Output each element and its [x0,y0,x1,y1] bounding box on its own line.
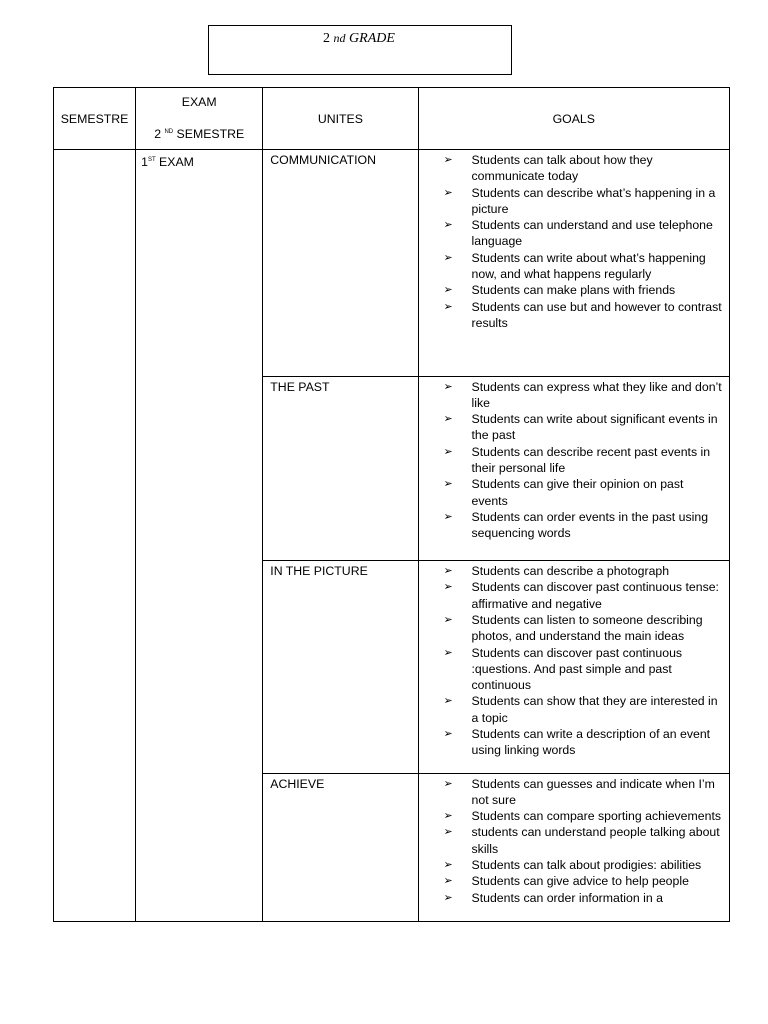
goal-item [444,857,723,873]
goal-text: Students can express what they like and don’t like [471,379,722,410]
header-exam-line2 [136,117,262,149]
arrow-bullet-icon: ➢ [443,891,453,904]
goal-item [444,612,723,645]
table-header-row [54,88,730,150]
goal-text: Students can compare sporting achievements [471,809,722,824]
goal-item [444,444,723,477]
goal-text: Students can listen to someone describing photos, and understand the main ideas [471,612,703,644]
arrow-bullet-icon: ➢ [443,478,453,491]
goal-item [444,379,723,412]
exam-word: EXAM [159,155,194,170]
unit-cell [263,561,418,774]
goal-item [444,824,723,857]
arrow-bullet-icon: ➢ [443,186,453,199]
goals-list [419,377,729,542]
goal-item [444,873,723,889]
unit-name: THE PAST [270,379,330,394]
arrow-bullet-icon: ➢ [443,875,453,888]
goal-text: Students can describe recent past events in their personal life [471,444,711,476]
unit-name: COMMUNICATION [270,153,376,167]
goal-item [444,411,723,444]
goal-item [444,563,723,579]
unit-cell [263,376,418,560]
arrow-bullet-icon: ➢ [443,613,453,626]
arrow-bullet-icon: ➢ [443,810,453,823]
curriculum-table [53,87,730,922]
header-goals: GOALS [418,88,729,150]
goal-text: Students can show that they are interested in a topic [471,694,718,725]
goals-cell [418,773,729,921]
arrow-bullet-icon: ➢ [443,728,453,741]
goal-item [444,726,723,759]
goals-cell [418,561,729,774]
goal-text: Students can describe what’s happening in a picture [471,185,716,216]
goal-item [444,808,723,824]
goal-text: Students can describe a photograph [471,564,670,579]
unit-name: ACHIEVE [270,776,325,791]
header-semestre: SEMESTRE [54,88,136,150]
goal-text: Students can talk about prodigies: abilities [471,858,702,873]
arrow-bullet-icon: ➢ [443,445,453,458]
unit-cell [263,773,418,921]
table-row [54,150,730,377]
semestre-cell [54,150,136,922]
goal-item [444,476,723,509]
goal-item [444,250,723,283]
goal-item [444,776,723,809]
goals-list [419,150,729,331]
goal-item [444,282,723,298]
arrow-bullet-icon: ➢ [443,581,453,594]
header-exam-semestre: SEMESTRE [176,127,245,142]
arrow-bullet-icon: ➢ [443,251,453,264]
goal-item [444,299,723,332]
arrow-bullet-icon: ➢ [443,413,453,426]
goals-cell [418,150,729,377]
goal-text: Students can give their opinion on past events [471,477,684,508]
goal-item [444,217,723,250]
title-grade-word: GRADE [349,31,395,46]
header-exam-line1: EXAM [181,95,217,110]
goal-item [444,890,723,906]
goal-item [444,152,723,185]
goal-item [444,693,723,726]
goal-text: Students can write about what’s happening now, and what happens regularly [471,250,706,282]
exam-ordinal: ST [147,157,156,163]
arrow-bullet-icon: ➢ [443,826,453,839]
goals-list [419,561,729,759]
unit-name: IN THE PICTURE [270,564,368,579]
arrow-bullet-icon: ➢ [443,219,453,232]
header-exam-number: 2 [154,127,162,142]
goal-item [444,185,723,218]
exam-label [136,150,262,170]
arrow-bullet-icon: ➢ [443,154,453,166]
arrow-bullet-icon: ➢ [443,859,453,872]
exam-number: 1 [141,155,148,170]
arrow-bullet-icon: ➢ [443,380,453,393]
goal-item [444,509,723,542]
goal-text: Students can order events in the past using sequencing words [471,509,709,541]
arrow-bullet-icon: ➢ [443,510,453,523]
title-box [208,25,512,75]
goal-item [444,645,723,694]
goal-text: students can understand people talking about skills [471,825,720,856]
goal-text: Students can understand and use telephone language [471,218,713,249]
goal-text: Students can guesses and indicate when I’m not sure [471,776,715,807]
goal-text: Students can write about significant events in the past [471,412,718,443]
arrow-bullet-icon: ➢ [443,695,453,708]
goal-text: Students can talk about how they communicate today [471,153,653,184]
goal-text: Students can give advice to help people [471,874,689,889]
arrow-bullet-icon: ➢ [443,777,453,790]
arrow-bullet-icon: ➢ [443,300,453,313]
title-ordinal: nd [333,31,346,45]
arrow-bullet-icon: ➢ [443,565,453,578]
header-unites: UNITES [263,88,418,150]
goal-text: Students can discover past continuous tense: affirmative and negative [471,580,719,611]
arrow-bullet-icon: ➢ [443,284,453,297]
header-exam [136,88,263,150]
page-title [323,31,395,46]
goal-text: Students can order information in a [471,890,663,905]
goals-cell [418,376,729,560]
header-exam-ordinal: ND [164,129,174,136]
title-grade-number: 2 [323,31,331,46]
arrow-bullet-icon: ➢ [443,646,453,659]
goal-item [444,579,723,612]
exam-cell [136,150,263,922]
goal-text: Students can use but and however to contrast results [471,299,722,330]
goal-text: Students can make plans with friends [471,283,676,298]
unit-cell [263,150,418,377]
goal-text: Students can discover past continuous :questions. And past simple and past continuous [471,645,683,693]
goals-list [419,774,729,920]
goal-text: Students can write a description of an event using linking words [471,727,711,758]
